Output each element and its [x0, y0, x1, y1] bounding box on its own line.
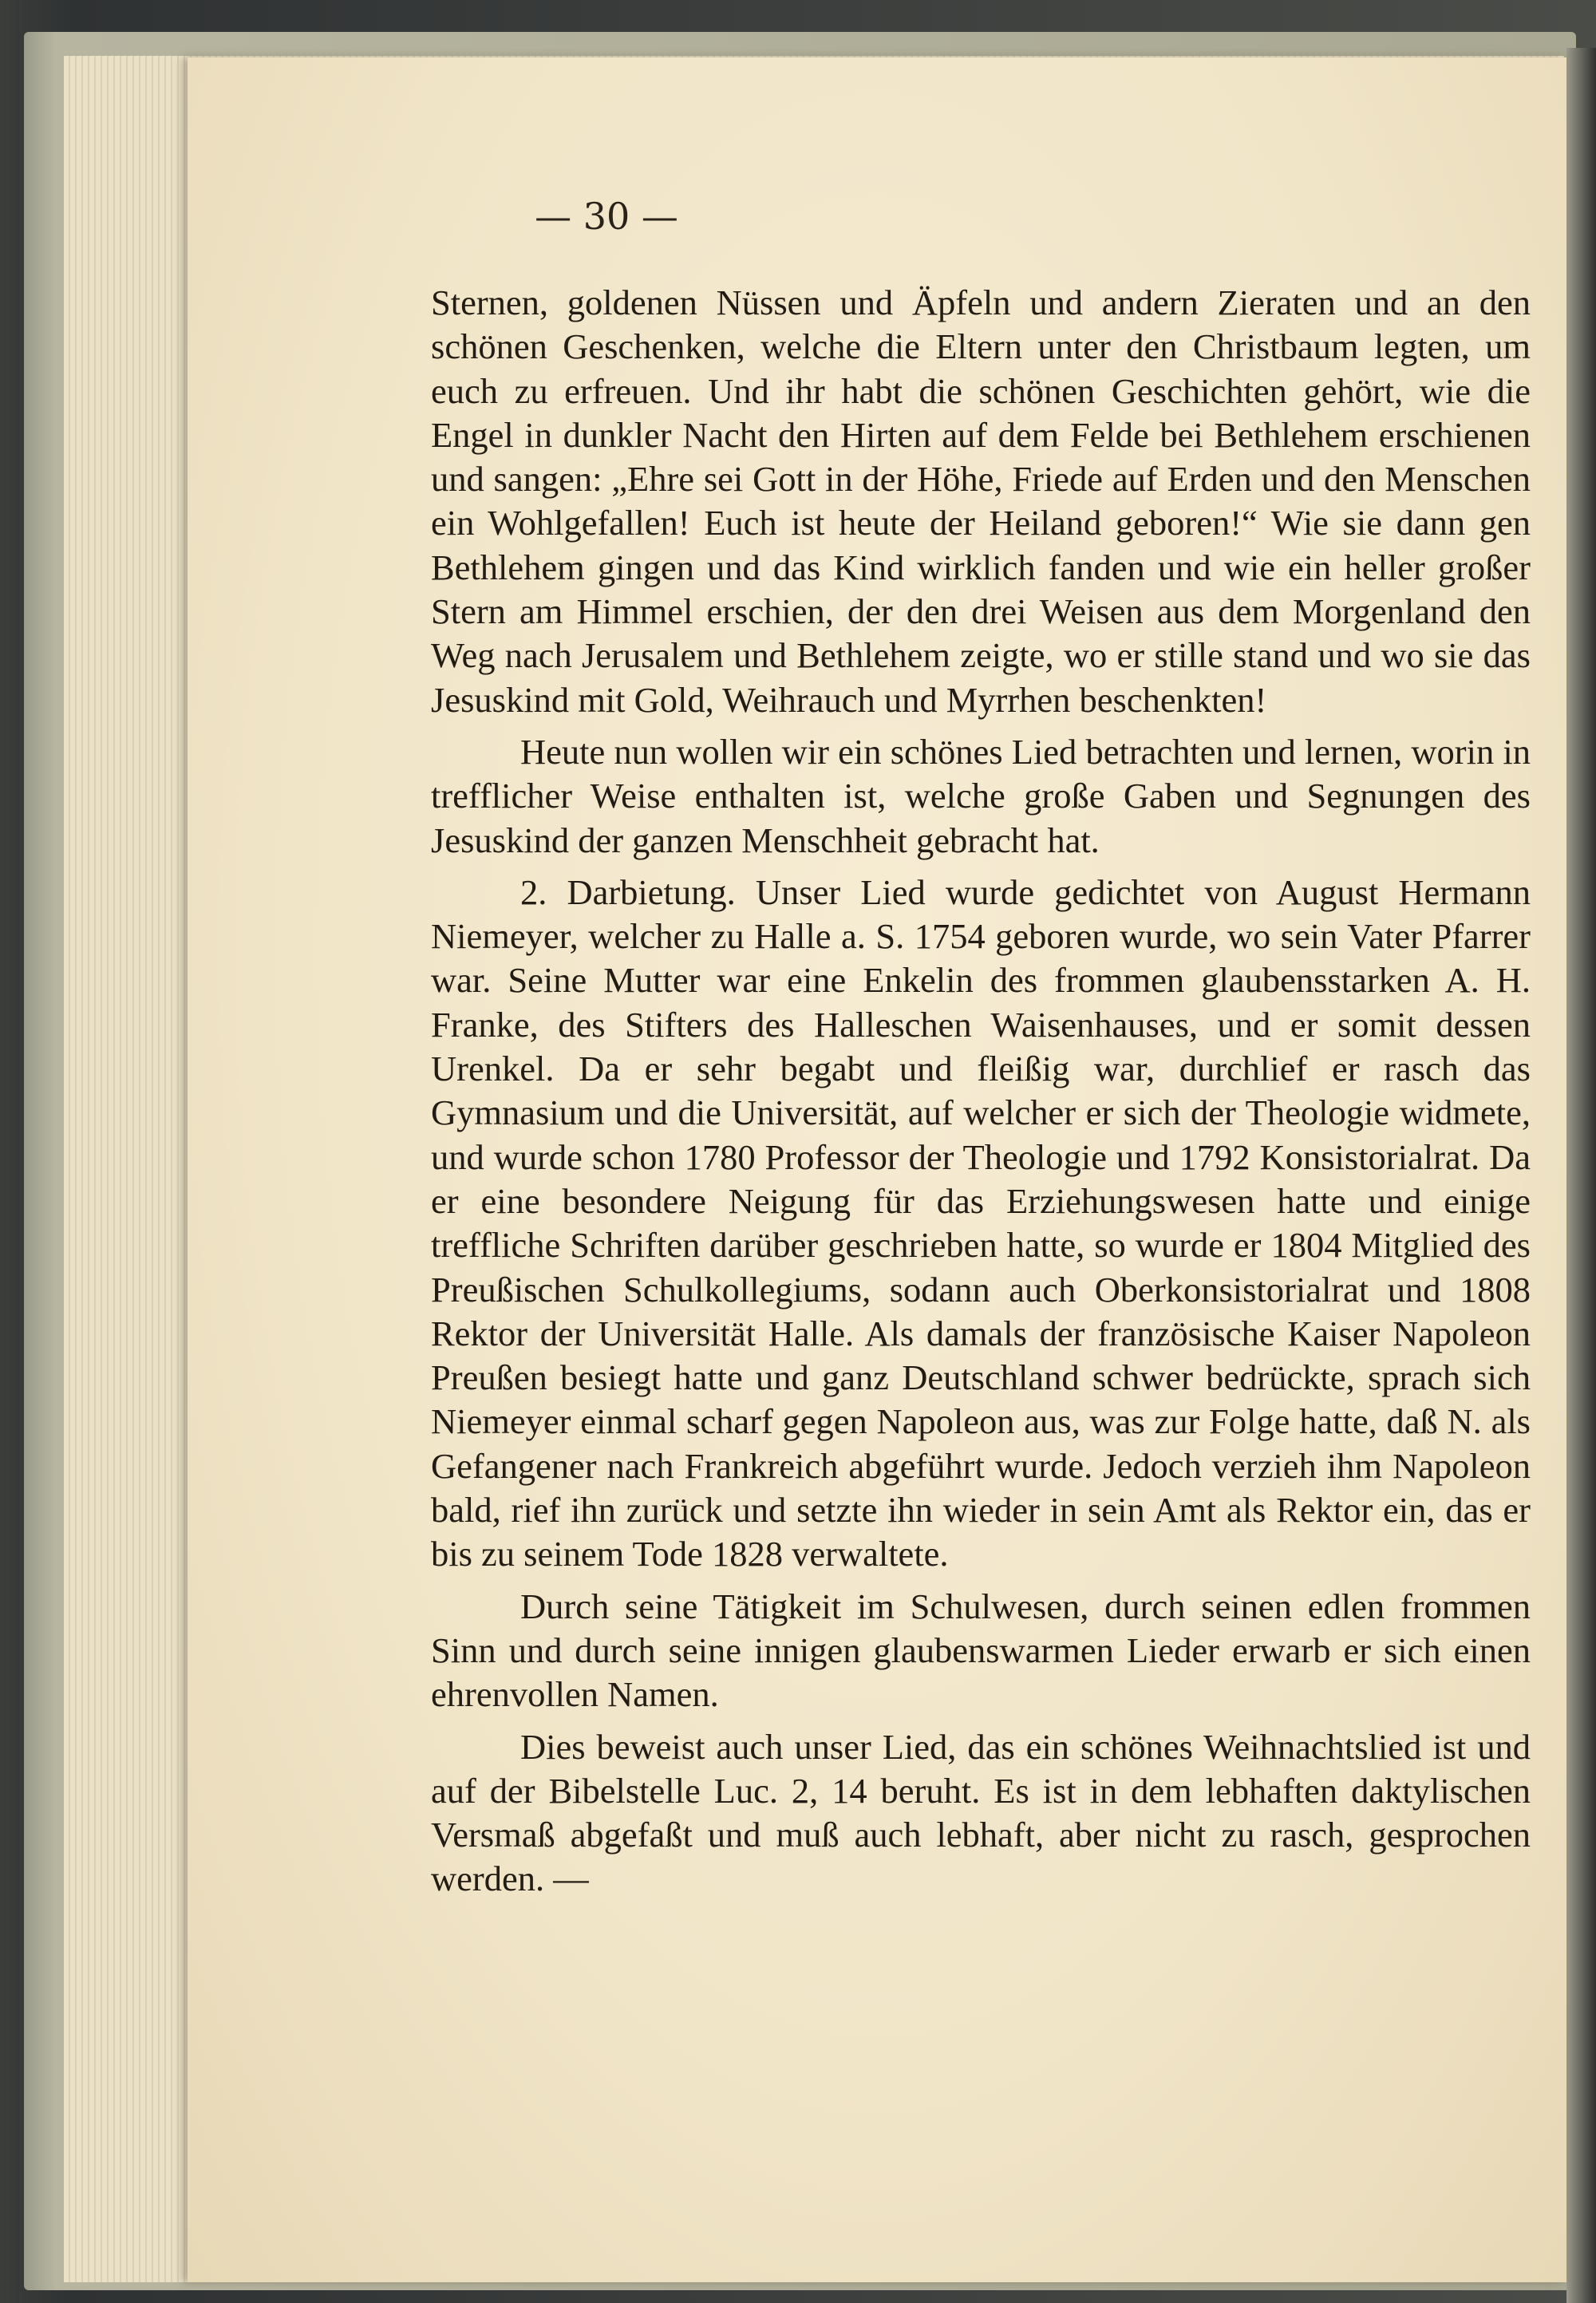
- paragraph-3: 2. Darbietung. Unser Lied wurde gedichtet von August Hermann Niemeyer, welcher zu Halle a. S. 1754 geboren wurde, wo sein Vater Pfarrer war. Seine Mutter war eine Enkelin des frommen glaubensstarken A. H. Franke, des Stifters des Halleschen Waisenhauses, und er somit dessen Urenkel. Da er sehr begabt und fleißig war, durchlief er rasch das Gymnasium und die Universität, auf welcher er sich der Theologie widmete, und wurde schon 1780 Professor der Theologie und 1792 Konsistorialrat. Da er eine besondere Neigung für das Erziehungswesen hatte und einige treffliche Schriften darüber geschrieben hatte, so wurde er 1804 Mitglied des Preußischen Schulkollegiums, sodann auch Oberkonsistorialrat und 1808 Rektor der Universität Halle. Als damals der französische Kaiser Napoleon Preußen besiegt hatte und ganz Deutschland schwer bedrückte, sprach sich Niemeyer einmal scharf gegen Napoleon aus, was zur Folge hatte, daß N. als Gefangener nach Frankreich abgeführt wurde. Jedoch verzieh ihm Napoleon bald, rief ihn zurück und setzte ihn wieder in sein Amt als Rektor ein, das er bis zu seinem Tode 1828 verwaltete.: [431, 871, 1531, 1574]
- paragraph-1: Sternen, goldenen Nüssen und Äpfeln und andern Zieraten und an den schönen Geschenken, welche die Eltern unter den Christbaum legten, um euch zu erfreuen. Und ihr habt die schönen Geschichten gehört, wie die Engel in dunkler Nacht den Hirten auf dem Felde bei Bethlehem erschienen und sangen: „Ehre sei Gott in der Höhe, Friede auf Erden und den Menschen ein Wohlgefallen! Euch ist heute der Heiland geboren!“ Wie sie dann gen Bethlehem gingen und das Kind wirklich fanden und wie ein heller großer Stern am Himmel erschien, der den drei Weisen aus dem Morgenland den Weg nach Jerusalem und Bethlehem zeigte, wo er stille stand und wo sie das Jesuskind mit Gold, Weihrauch und Myrrhen beschenkten!: [431, 282, 1531, 720]
- paragraph-4: Durch seine Tätigkeit im Schulwesen, durch seinen edlen frommen Sinn und durch seine innigen glaubenswarmen Lieder erwarb er sich einen ehrenvollen Namen.: [431, 1586, 1531, 1715]
- body-text: [431, 281, 1531, 1902]
- page-number-header: — 30 —: [535, 195, 678, 238]
- paragraph-2: Heute nun wollen wir ein schönes Lied betrachten und lernen, worin in trefflicher Weise enthalten ist, welche große Gaben und Segnungen des Jesuskind der ganzen Menschheit gebracht hat.: [431, 731, 1531, 860]
- book-spine-edge: [1566, 48, 1596, 2303]
- paragraph-5: Dies beweist auch unser Lied, das ein schönes Weihnachtslied ist und auf der Bibelstelle Luc. 2, 14 beruht. Es ist in dem lebhaften daktylischen Versmaß abgefaßt und muß auch lebhaft, aber nicht zu rasch, gesprochen werden. —: [431, 1726, 1531, 1899]
